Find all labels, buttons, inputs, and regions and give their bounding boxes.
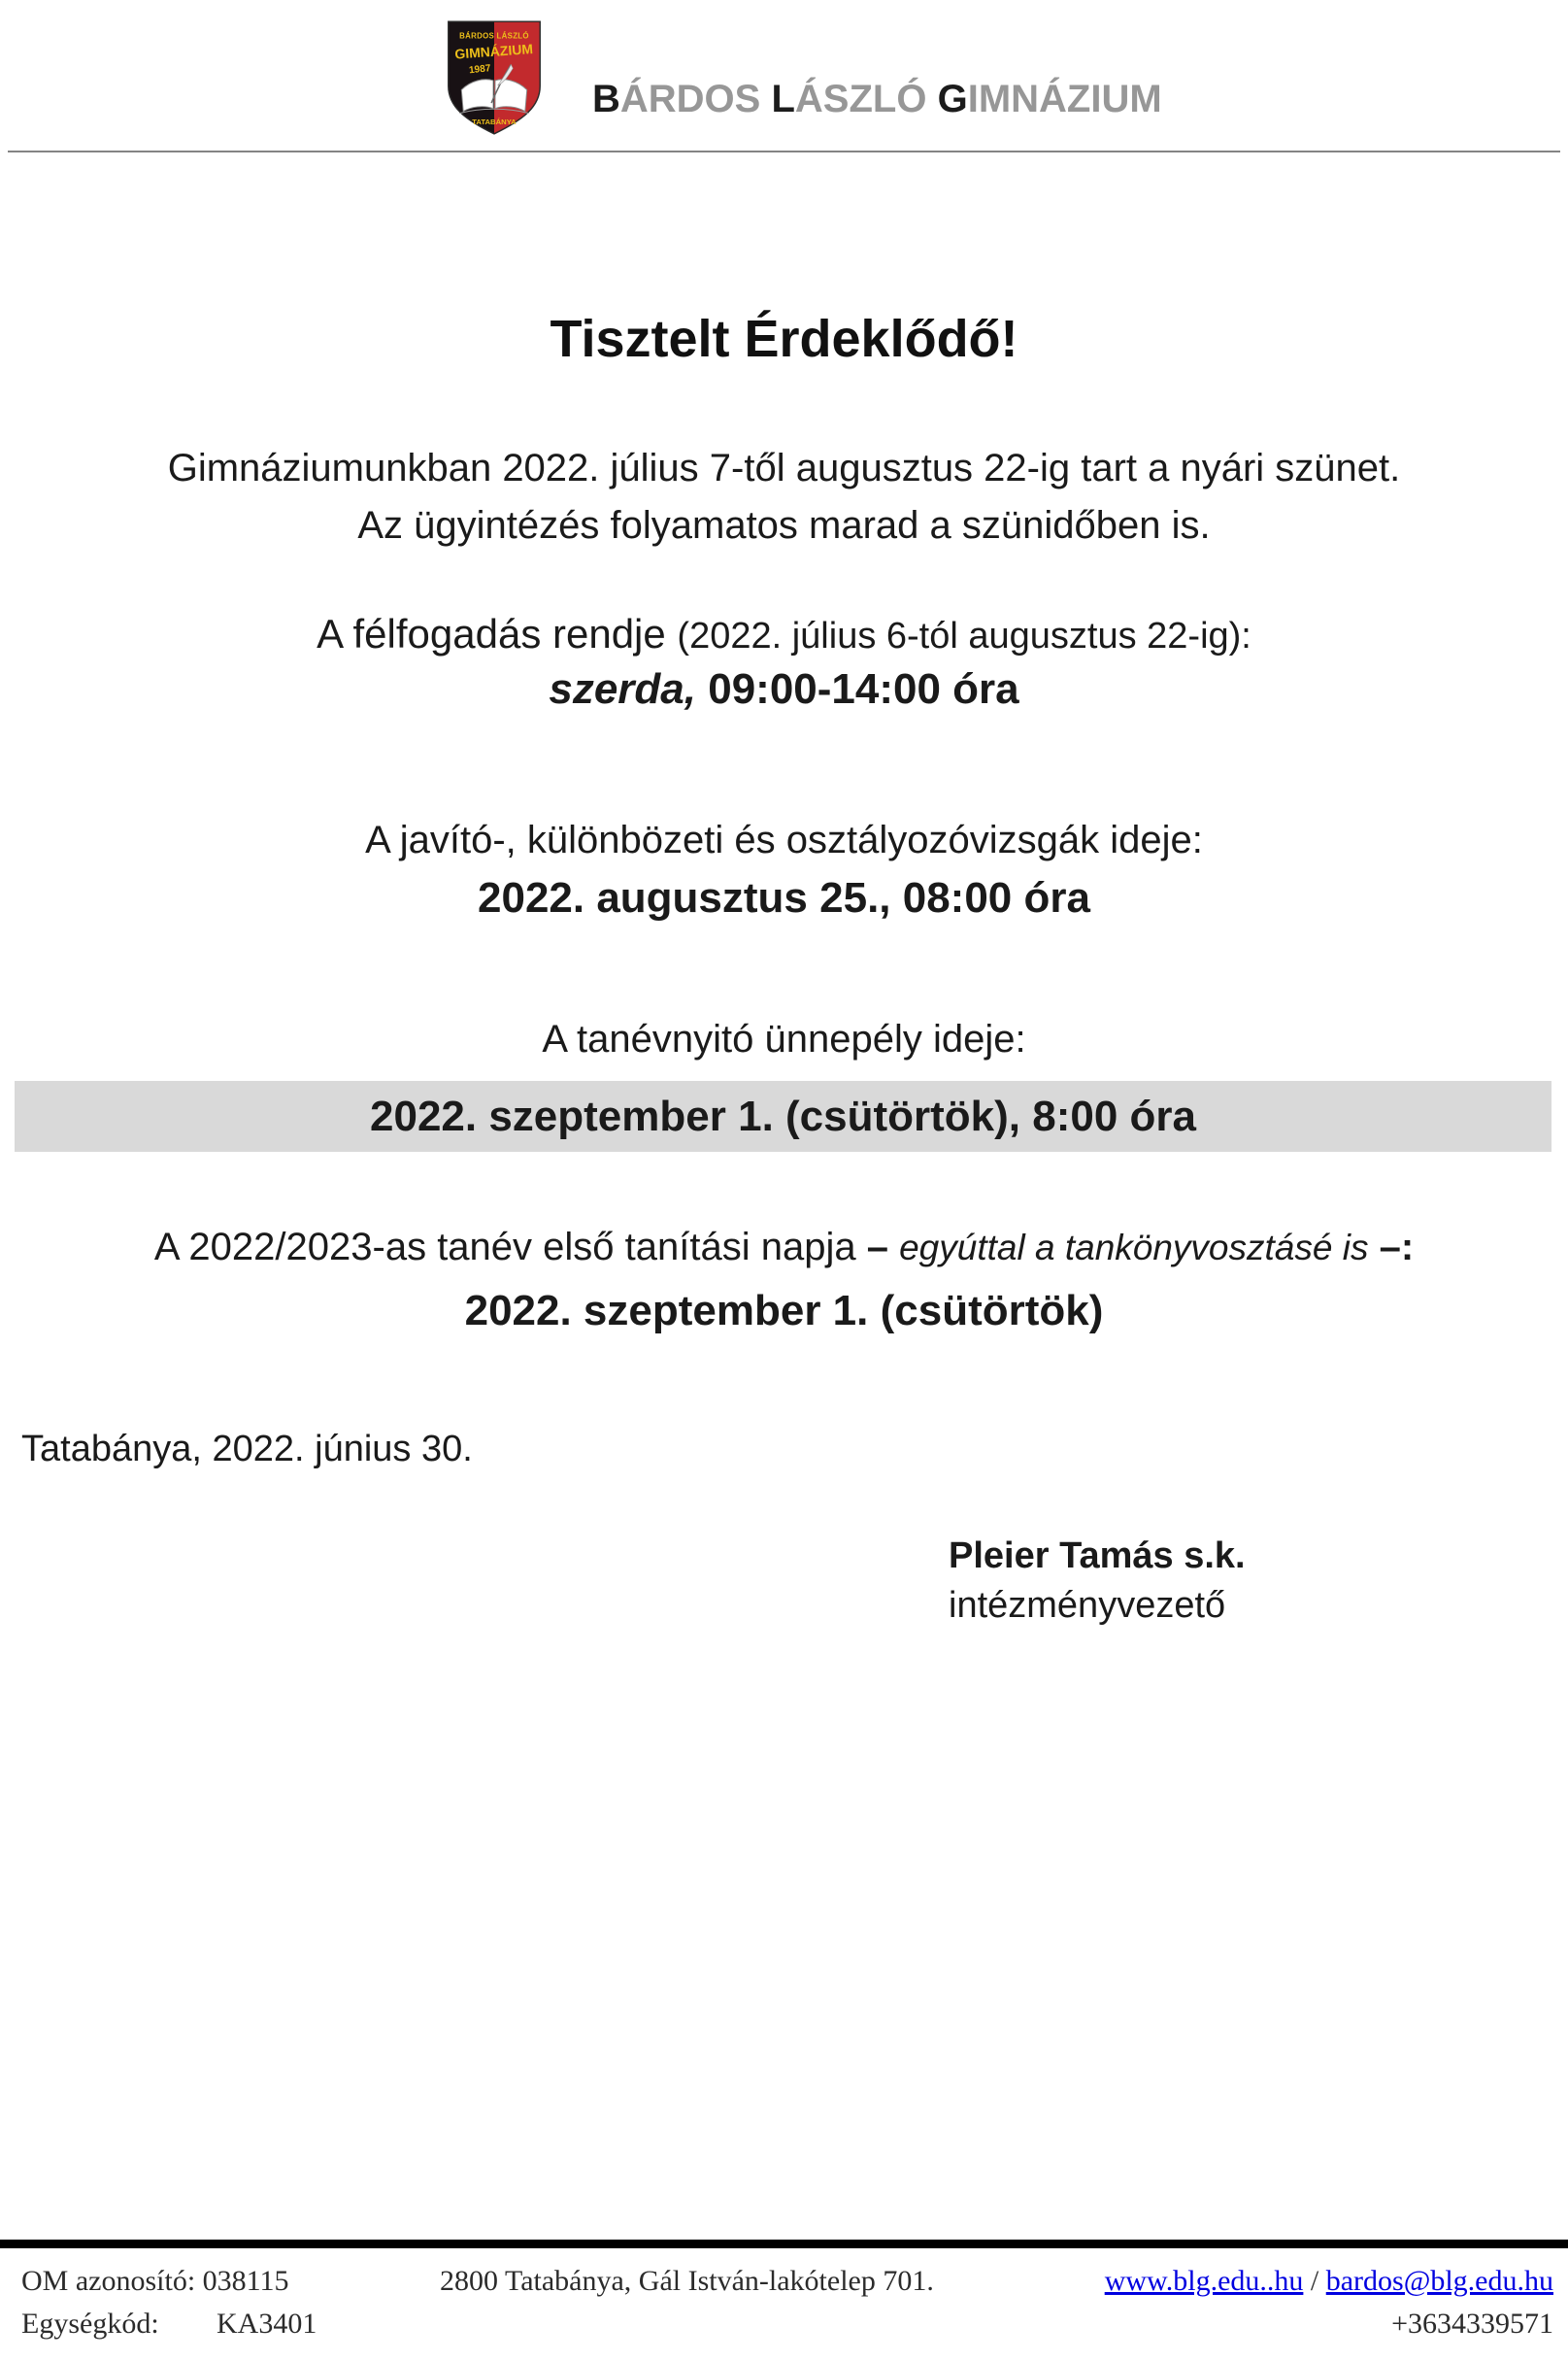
letter-title: Tisztelt Érdeklődő! [550,310,1018,368]
phone-number: +3634339571 [1391,2308,1553,2340]
school-name-initial-g: G [937,78,968,120]
office-hours-heading [0,611,1568,657]
first-school-day-heading [0,1228,1568,1266]
crest-name-line2: GIMNÁZIUM [453,41,534,62]
school-name-rest-3: IMNÁZIUM [967,78,1162,120]
exams-date: 2022. augusztus 25., 08:00 óra [478,874,1090,922]
office-hours-schedule [0,665,1568,713]
signature-name: Pleier Tamás s.k. [949,1535,1246,1576]
signature-role: intézményvezető [949,1585,1226,1627]
opening-ceremony-highlight [15,1081,1551,1152]
unit-code-label: Egységkód: [21,2308,159,2340]
office-hours-day: szerda, [549,665,696,713]
intro-line-2: Az ügyintézés folyamatos marad a szünidőben is. [357,504,1211,548]
footer-divider [0,2240,1568,2248]
signature-block [949,1532,1246,1632]
intro-line-1: Gimnáziumunkban 2022. július 7-től augusztus 22-ig tart a nyári szünet. [167,447,1401,489]
opening-ceremony-date: 2022. szeptember 1. (csütörtök), 8:00 óra [370,1092,1196,1140]
unit-code-value: KA3401 [217,2308,317,2340]
link-separator: / [1310,2265,1319,2297]
email-link[interactable]: bardos@blg.edu.hu [1325,2265,1553,2297]
crest-city: TATABÁNYA [472,118,517,127]
first-day-dash-1: – [866,1226,888,1268]
first-day-prefix: A 2022/2023-as tanév első tanítási napja [153,1226,856,1268]
office-hours-label: A félfogadás rendje [317,611,666,657]
exams-heading: A javító-, különbözeti és osztályozóvizsgák ideje: [365,819,1203,861]
school-address: 2800 Tatabánya, Gál István-lakótelep 701. [440,2265,934,2297]
school-name-rest-1: ÁRDOS [619,78,772,120]
crest-year: 1987 [468,63,492,77]
office-hours-period: (2022. július 6-tól augusztus 22-ig): [677,616,1251,657]
om-id: OM azonosító: 038115 [21,2265,289,2297]
school-name-initial-l: L [771,78,795,120]
header-divider [8,151,1560,152]
website-link[interactable]: www.blg.edu..hu [1104,2265,1304,2297]
first-school-day-date: 2022. szeptember 1. (csütörtök) [464,1287,1104,1334]
school-crest-logo [443,17,546,139]
school-name-rest-2: ÁSZLÓ [794,78,938,120]
first-day-note-italic: egyúttal a tankönyvosztásé is [899,1228,1369,1267]
footer-links [1105,2267,1553,2296]
first-day-dash-2: –: [1379,1226,1415,1268]
school-name-heading [592,80,1162,118]
footer [0,2259,1568,2356]
office-hours-time: 09:00-14:00 óra [708,665,1019,713]
intro-paragraph [0,440,1568,555]
opening-ceremony-heading: A tanévnyitó ünnepély ideje: [542,1018,1026,1061]
crest-name-line1: BÁRDOS LÁSZLÓ [459,31,529,41]
school-name-initial-b: B [592,78,620,120]
place-and-date: Tatabánya, 2022. június 30. [21,1429,473,1469]
